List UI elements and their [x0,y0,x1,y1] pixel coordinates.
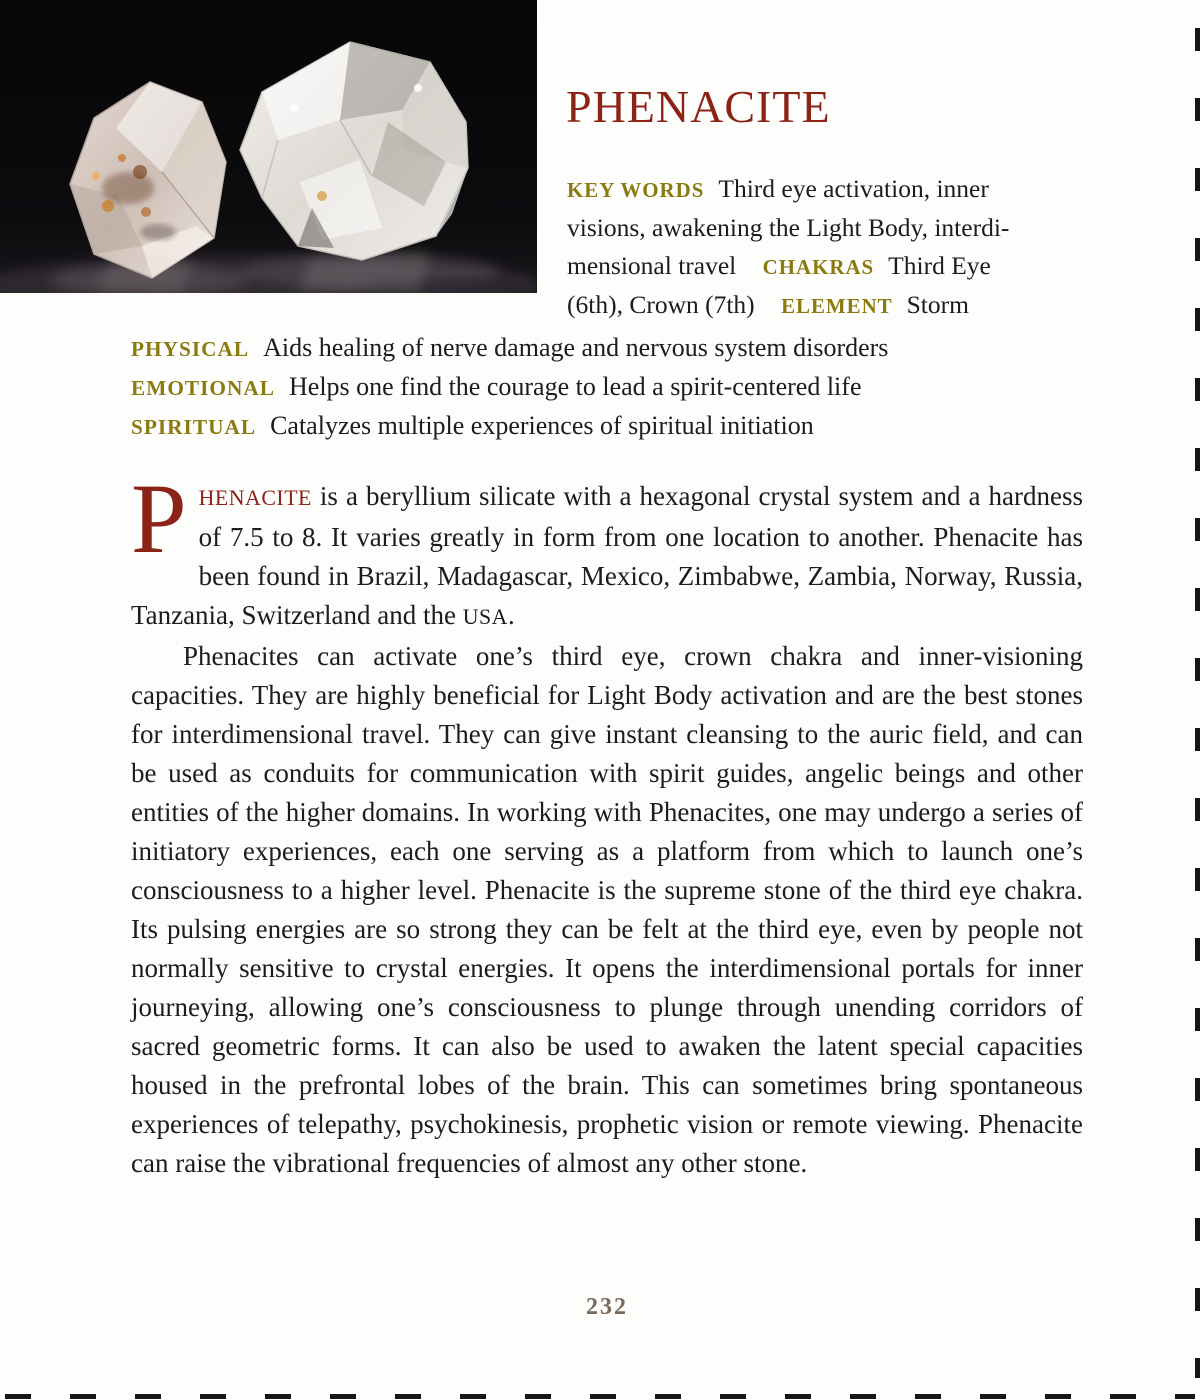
phenacite-specimens-photo [0,0,537,293]
keywords-block [567,170,1025,325]
attributes-block [131,329,1083,446]
smallcaps-usa: USA [462,605,508,629]
physical-text: Aids healing of nerve damage and nervous system disorders [263,333,889,362]
page-title: PHENACITE [566,81,831,132]
spiritual-label: SPIRITUAL [131,415,257,439]
spiritual-text: Catalyzes multiple experiences of spiritual initiation [270,411,814,440]
right-edge-tick-marks [1195,28,1200,1378]
emotional-label: EMOTIONAL [131,376,275,400]
chakras-label: CHAKRAS [762,255,875,279]
page-number: 232 [586,1294,628,1320]
element-label: ELEMENT [781,294,893,318]
opening-paragraph [131,463,1083,637]
main-paragraph: Phenacites can activate one’s third eye, crown chakra and inner-visioning capacities. They are highly beneficial for Light Body activation and are the best stones for interdimensional travel. They can give instant cleansing to the auric field, and can be used as conduits for communication with spirit guides, angelic beings and other entities of the higher domains. In working with Phenacites, one may undergo a series of initiatory experiences, each one serving as a platform from which to launch one’s consciousness to a higher level. Phenacite is the supreme stone of the third eye chakra. Its pulsing energies are so strong they can be felt at the third eye, even by people not normally sensitive to crystal energies. It opens the interdimensional portals for inner journeying, allowing one’s consciousness to plunge through unending corridors of sacred geometric forms. It can also be used to awaken the latent special capacities housed in the prefrontal lobes of the brain. This can sometimes bring spontaneous experiences of telepathy, psychokinesis, prophetic vision or remote viewing. Phenacite can raise the vibrational frequencies of almost any other stone. [131,641,1083,1178]
key-words-label: KEY WORDS [567,178,705,202]
spiritual-line [131,407,1083,446]
smallcaps-phenacite: HENACITE [198,486,312,510]
chakras-text: Third Eye (6th), Crown (7th) [567,251,991,319]
element-text: Storm [906,290,969,319]
bottom-edge-tick-marks [5,1394,1195,1399]
physical-label: PHYSICAL [131,337,250,361]
drop-cap: P [131,463,187,574]
emotional-text: Helps one find the courage to lead a spirit-centered life [289,372,862,401]
key-words-text: Third eye activation, inner visions, awakening the Light Body, interdimensional travel [567,174,1010,280]
emotional-line [131,368,1083,407]
body-text [131,463,1083,1183]
crystal-photo-illustration [0,0,537,293]
physical-line [131,329,1083,368]
para1-text: is a beryllium silicate with a hexagonal crystal system and a hardness of 7.5 to 8. It varies greatly in form from one location to another. Phenacite has been found in Brazil, Madagascar, Mexico, Zimbabwe, Zambia, Norway, Russia, Tanzania, Switzerland and the [131,481,1083,630]
para1-end: . [507,600,515,630]
